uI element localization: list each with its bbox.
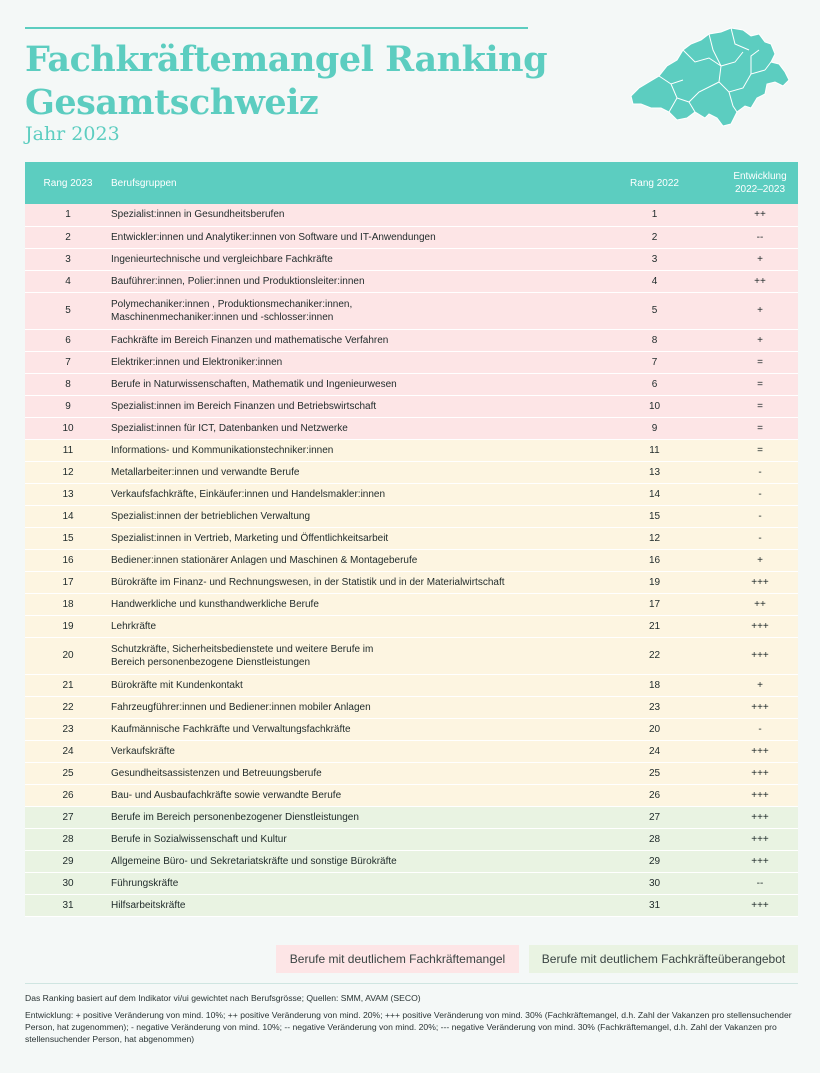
- header-development-period: 2022–2023: [734, 184, 786, 195]
- table-row: [25, 806, 798, 828]
- group-cell: [111, 740, 587, 762]
- development-cell: +++: [722, 740, 798, 762]
- group-cell: [111, 762, 587, 784]
- rank-2022-cell: 19: [587, 571, 722, 593]
- rank-2022-cell: 17: [587, 593, 722, 615]
- group-name: Fachkräfte im Bereich Finanzen und mathematische Verfahren: [111, 334, 389, 346]
- rank-2023-cell: 17: [25, 571, 111, 593]
- group-name: Verkaufsfachkräfte, Einkäufer:innen und Handelsmakler:innen: [111, 488, 386, 500]
- table-row: [25, 762, 798, 784]
- rank-2023-cell: 19: [25, 615, 111, 637]
- rank-2023-cell: 13: [25, 483, 111, 505]
- table-row: [25, 248, 798, 270]
- rank-2022-cell: 22: [587, 637, 722, 674]
- table-row: [25, 329, 798, 351]
- rank-2023-cell: 11: [25, 439, 111, 461]
- table-row: [25, 872, 798, 894]
- rank-2022-cell: 29: [587, 850, 722, 872]
- rank-2022-cell: 23: [587, 696, 722, 718]
- rank-2022-cell: 24: [587, 740, 722, 762]
- development-cell: --: [722, 872, 798, 894]
- group-cell: [111, 505, 587, 527]
- table-header-row: [25, 162, 798, 204]
- rank-2022-cell: 6: [587, 373, 722, 395]
- development-cell: +: [722, 292, 798, 329]
- rank-2022-cell: 31: [587, 894, 722, 916]
- rank-2022-cell: 4: [587, 270, 722, 292]
- development-cell: +++: [722, 828, 798, 850]
- rank-2023-cell: 7: [25, 351, 111, 373]
- group-cell: [111, 329, 587, 351]
- header-rule: [25, 27, 528, 29]
- rank-2022-cell: 9: [587, 417, 722, 439]
- table-row: [25, 483, 798, 505]
- development-cell: +: [722, 674, 798, 696]
- group-name: Lehrkräfte: [111, 620, 157, 632]
- table-row: [25, 270, 798, 292]
- group-name: Bediener:innen stationärer Anlagen und Maschinen & Montageberufe: [111, 554, 418, 566]
- rank-2023-cell: 30: [25, 872, 111, 894]
- group-name-continued: Maschinenmechaniker:innen und -schlosser:innen: [111, 311, 334, 323]
- group-cell: [111, 226, 587, 248]
- rank-2022-cell: 25: [587, 762, 722, 784]
- rank-2023-cell: 21: [25, 674, 111, 696]
- rank-2022-cell: 12: [587, 527, 722, 549]
- table-row: [25, 292, 798, 329]
- rank-2022-cell: 30: [587, 872, 722, 894]
- group-cell: [111, 806, 587, 828]
- table-row: [25, 527, 798, 549]
- table-row: [25, 696, 798, 718]
- group-cell: [111, 674, 587, 696]
- group-cell: [111, 270, 587, 292]
- table-row: [25, 417, 798, 439]
- rank-2022-cell: 20: [587, 718, 722, 740]
- group-name: Hilfsarbeitskräfte: [111, 899, 186, 911]
- rank-2023-cell: 27: [25, 806, 111, 828]
- group-cell: [111, 718, 587, 740]
- development-cell: +++: [722, 806, 798, 828]
- group-cell: [111, 828, 587, 850]
- rank-2023-cell: 1: [25, 204, 111, 226]
- group-cell: [111, 850, 587, 872]
- group-cell: [111, 615, 587, 637]
- header-development-label: Entwicklung: [733, 171, 787, 182]
- development-cell: -: [722, 483, 798, 505]
- group-name: Entwickler:innen und Analytiker:innen von Software und IT-Anwendungen: [111, 231, 436, 243]
- group-cell: [111, 784, 587, 806]
- rank-2023-cell: 2: [25, 226, 111, 248]
- table-row: [25, 784, 798, 806]
- development-cell: +: [722, 549, 798, 571]
- development-cell: +++: [722, 850, 798, 872]
- development-cell: +++: [722, 894, 798, 916]
- group-cell: [111, 483, 587, 505]
- table-row: [25, 395, 798, 417]
- rank-2022-cell: 26: [587, 784, 722, 806]
- header-development: [722, 162, 798, 204]
- group-name: Gesundheitsassistenzen und Betreuungsberufe: [111, 767, 322, 779]
- development-cell: +++: [722, 571, 798, 593]
- rank-2023-cell: 6: [25, 329, 111, 351]
- group-name: Bau- und Ausbaufachkräfte sowie verwandte Berufe: [111, 789, 342, 801]
- rank-2023-cell: 10: [25, 417, 111, 439]
- group-name: Berufe im Bereich personenbezogener Dienstleistungen: [111, 811, 359, 823]
- ranking-table: [25, 162, 798, 917]
- rank-2022-cell: 1: [587, 204, 722, 226]
- group-name: Führungskräfte: [111, 877, 179, 889]
- group-name: Informations- und Kommunikationstechniker:innen: [111, 444, 334, 456]
- development-cell: +++: [722, 784, 798, 806]
- rank-2023-cell: 8: [25, 373, 111, 395]
- rank-2023-cell: 28: [25, 828, 111, 850]
- rank-2022-cell: 7: [587, 351, 722, 373]
- group-cell: [111, 571, 587, 593]
- legend-mangel: Berufe mit deutlichem Fachkräftemangel: [276, 945, 519, 973]
- development-cell: +++: [722, 637, 798, 674]
- table-row: [25, 549, 798, 571]
- table-row: [25, 894, 798, 916]
- group-name: Allgemeine Büro- und Sekretariatskräfte und sonstige Bürokräfte: [111, 855, 397, 867]
- page-title: [25, 38, 585, 124]
- footer-rule: [25, 983, 798, 984]
- group-name: Spezialist:innen in Vertrieb, Marketing und Öffentlichkeitsarbeit: [111, 532, 389, 544]
- table-row: [25, 740, 798, 762]
- group-name: Bauführer:innen, Polier:innen und Produktionsleiter:innen: [111, 275, 365, 287]
- table-row: [25, 204, 798, 226]
- development-cell: =: [722, 417, 798, 439]
- rank-2022-cell: 2: [587, 226, 722, 248]
- group-name: Bürokräfte im Finanz- und Rechnungswesen, in der Statistik und in der Materialwirtschaft: [111, 576, 505, 588]
- development-cell: -: [722, 718, 798, 740]
- rank-2023-cell: 29: [25, 850, 111, 872]
- development-cell: =: [722, 439, 798, 461]
- group-cell: [111, 593, 587, 615]
- table-row: [25, 718, 798, 740]
- header-rank-2022: Rang 2022: [587, 162, 722, 204]
- rank-2023-cell: 12: [25, 461, 111, 483]
- rank-2022-cell: 28: [587, 828, 722, 850]
- legend-ueberangebot: Berufe mit deutlichem Fachkräfteüberangebot: [529, 945, 798, 973]
- group-name: Bürokräfte mit Kundenkontakt: [111, 679, 243, 691]
- group-name: Spezialist:innen der betrieblichen Verwaltung: [111, 510, 311, 522]
- table-row: [25, 439, 798, 461]
- group-name: Spezialist:innen im Bereich Finanzen und Betriebswirtschaft: [111, 400, 377, 412]
- group-cell: [111, 373, 587, 395]
- table-row: [25, 505, 798, 527]
- development-cell: ++: [722, 204, 798, 226]
- group-name: Polymechaniker:innen , Produktionsmechaniker:innen,: [111, 298, 353, 310]
- group-name-continued: Bereich personenbezogene Dienstleistungen: [111, 656, 311, 668]
- group-cell: [111, 696, 587, 718]
- group-cell: [111, 461, 587, 483]
- table-row: [25, 226, 798, 248]
- group-name: Kaufmännische Fachkräfte und Verwaltungsfachkräfte: [111, 723, 351, 735]
- rank-2022-cell: 14: [587, 483, 722, 505]
- rank-2022-cell: 8: [587, 329, 722, 351]
- group-name: Spezialist:innen in Gesundheitsberufen: [111, 209, 285, 221]
- development-cell: +: [722, 329, 798, 351]
- rank-2023-cell: 22: [25, 696, 111, 718]
- group-name: Verkaufskräfte: [111, 745, 175, 757]
- rank-2023-cell: 5: [25, 292, 111, 329]
- rank-2022-cell: 27: [587, 806, 722, 828]
- group-name: Metallarbeiter:innen und verwandte Berufe: [111, 466, 300, 478]
- development-cell: --: [722, 226, 798, 248]
- development-legend-note: Entwicklung: + positive Veränderung von mind. 10%; ++ positive Veränderung von mind. 20%; +++ positive Veränderung von mind. 30% (Fachkräftemangel, d.h. Zahl der Vakanzen pro stellensuchender Person, hat zugenommen); - negative Veränderung von mind. 10%; -- negative Veränderung von mind. 20%; --- negative Veränderung von mind. 30% (Fachkräftemangel, d.h. Zahl der Vakanzen pro stellensuchender Person, hat abgenommen): [25, 1010, 792, 1044]
- rank-2023-cell: 9: [25, 395, 111, 417]
- rank-2022-cell: 11: [587, 439, 722, 461]
- development-cell: =: [722, 351, 798, 373]
- title-line-2: Gesamtschweiz: [25, 82, 319, 123]
- table-row: [25, 351, 798, 373]
- source-note: Das Ranking basiert auf dem Indikator vi/ui gewichtet nach Berufsgrösse; Quellen: SMM, AVAM (SECO): [25, 993, 421, 1003]
- group-cell: [111, 417, 587, 439]
- development-cell: -: [722, 527, 798, 549]
- rank-2023-cell: 14: [25, 505, 111, 527]
- development-cell: +++: [722, 696, 798, 718]
- group-cell: [111, 439, 587, 461]
- rank-2023-cell: 23: [25, 718, 111, 740]
- year-subtitle: Jahr 2023: [25, 123, 120, 145]
- development-cell: =: [722, 395, 798, 417]
- table-row: [25, 373, 798, 395]
- rank-2022-cell: 16: [587, 549, 722, 571]
- rank-2023-cell: 20: [25, 637, 111, 674]
- rank-2023-cell: 4: [25, 270, 111, 292]
- development-cell: -: [722, 461, 798, 483]
- rank-2022-cell: 18: [587, 674, 722, 696]
- group-cell: [111, 292, 587, 329]
- group-cell: [111, 872, 587, 894]
- group-name: Spezialist:innen für ICT, Datenbanken und Netzwerke: [111, 422, 348, 434]
- group-cell: [111, 894, 587, 916]
- rank-2023-cell: 15: [25, 527, 111, 549]
- group-cell: [111, 527, 587, 549]
- group-name: Schutzkräfte, Sicherheitsbedienstete und weitere Berufe im: [111, 643, 374, 655]
- group-name: Elektriker:innen und Elektroniker:innen: [111, 356, 283, 368]
- rank-2022-cell: 5: [587, 292, 722, 329]
- development-cell: ++: [722, 270, 798, 292]
- rank-2023-cell: 24: [25, 740, 111, 762]
- group-name: Handwerkliche und kunsthandwerkliche Berufe: [111, 598, 319, 610]
- development-cell: +++: [722, 615, 798, 637]
- development-cell: =: [722, 373, 798, 395]
- group-name: Berufe in Naturwissenschaften, Mathematik und Ingenieurwesen: [111, 378, 397, 390]
- rank-2022-cell: 15: [587, 505, 722, 527]
- header-group: Berufsgruppen: [111, 162, 587, 204]
- switzerland-map-icon: [625, 22, 795, 130]
- development-cell: +: [722, 248, 798, 270]
- header-rank-2023: Rang 2023: [25, 162, 111, 204]
- development-cell: -: [722, 505, 798, 527]
- rank-2023-cell: 18: [25, 593, 111, 615]
- title-line-1: Fachkräftemangel Ranking: [25, 39, 548, 80]
- group-cell: [111, 549, 587, 571]
- rank-2023-cell: 3: [25, 248, 111, 270]
- rank-2023-cell: 25: [25, 762, 111, 784]
- table-row: [25, 674, 798, 696]
- rank-2022-cell: 3: [587, 248, 722, 270]
- group-name: Fahrzeugführer:innen und Bediener:innen mobiler Anlagen: [111, 701, 371, 713]
- table-row: [25, 850, 798, 872]
- rank-2022-cell: 21: [587, 615, 722, 637]
- development-cell: ++: [722, 593, 798, 615]
- group-cell: [111, 351, 587, 373]
- group-cell: [111, 204, 587, 226]
- rank-2023-cell: 16: [25, 549, 111, 571]
- group-cell: [111, 248, 587, 270]
- rank-2023-cell: 31: [25, 894, 111, 916]
- rank-2023-cell: 26: [25, 784, 111, 806]
- table-row: [25, 593, 798, 615]
- group-cell: [111, 395, 587, 417]
- table-row: [25, 828, 798, 850]
- group-cell: [111, 637, 587, 674]
- group-name: Ingenieurtechnische und vergleichbare Fachkräfte: [111, 253, 333, 265]
- table-row: [25, 571, 798, 593]
- rank-2022-cell: 10: [587, 395, 722, 417]
- rank-2022-cell: 13: [587, 461, 722, 483]
- development-cell: +++: [722, 762, 798, 784]
- table-row: [25, 615, 798, 637]
- table-row: [25, 461, 798, 483]
- table-row: [25, 637, 798, 674]
- group-name: Berufe in Sozialwissenschaft und Kultur: [111, 833, 287, 845]
